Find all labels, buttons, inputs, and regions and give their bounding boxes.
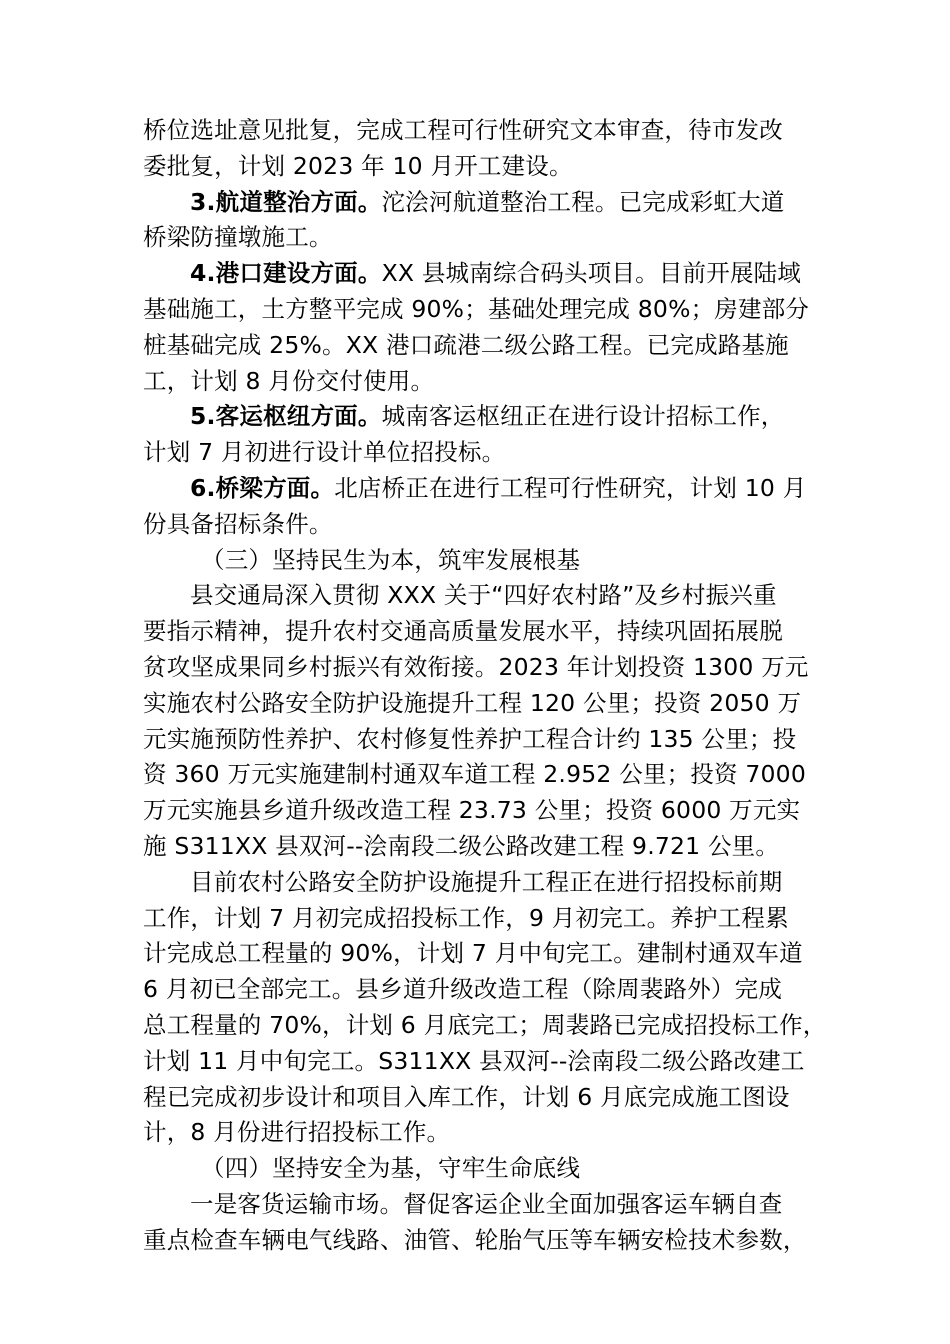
section-heading: 3.航道整治方面。 (190, 187, 382, 216)
document-page (143, 113, 827, 1259)
text-line: 桥位选址意见批复，完成工程可行性研究文本审查，待市发改 (143, 116, 783, 144)
text-line: 县交通局深入贯彻 XXX 关于“四好农村路”及乡村振兴重 (190, 581, 777, 610)
text-line (143, 256, 808, 292)
section-text: XX 县城南综合码头项目。目前开展陆域 (381, 259, 802, 288)
text-line: 目前农村公路安全防护设施提升工程正在进行招投标前期 (190, 867, 783, 896)
text-line: 计完成总工程量的 90%，计划 7 月中旬完工。建制村通双车道 (143, 939, 803, 968)
text-line: 计划 7 月初进行设计单位招投标。 (143, 438, 506, 467)
section-heading: 4.港口建设方面。 (190, 259, 382, 288)
text-line: 要指示精神，提升农村交通高质量发展水平，持续巩固拓展脱 (143, 617, 783, 646)
text-line: 份具备招标条件。 (143, 509, 333, 538)
section-text: 沱浍河航道整治工程。已完成彩虹大道 (381, 187, 785, 216)
text-line: 总工程量的 70%，计划 6 月底完工；周裴路已完成招投标工作， (143, 1010, 827, 1039)
text-line: 元实施预防性养护、农村修复性养护工程合计约 135 公里；投 (143, 724, 797, 753)
section-heading: 6.桥梁方面。 (190, 473, 335, 502)
text-line: 工，计划 8 月份交付使用。 (143, 366, 435, 395)
section-text: 城南客运枢纽正在进行设计招标工作， (381, 402, 785, 431)
text-line: 资 360 万元实施建制村通双车道工程 2.952 公里；投资 7000 (143, 760, 806, 789)
text-line: 万元实施县乡道升级改造工程 23.73 公里；投资 6000 万元实 (143, 796, 801, 825)
text-line (143, 399, 808, 435)
section-text: 北店桥正在进行工程可行性研究，计划 10 月 (334, 473, 807, 502)
text-line: 一是客货运输市场。督促客运企业全面加强客运车辆自查 (190, 1189, 783, 1218)
text-line: 计，8 月份进行招投标工作。 (143, 1118, 451, 1147)
subsection-heading: （三）坚持民生为本，筑牢发展根基 (201, 545, 581, 574)
text-line: 6 月初已全部完工。县乡道升级改造工程（除周裴路外）完成 (143, 975, 783, 1004)
text-line: 施 S311XX 县双河--浍南段二级公路改建工程 9.721 公里。 (143, 831, 780, 860)
text-line: 桩基础完成 25%。XX 港口疏港二级公路工程。已完成路基施 (143, 330, 789, 359)
text-line (143, 185, 808, 221)
section-heading: 5.客运枢纽方面。 (190, 402, 382, 431)
subsection-heading: （四）坚持安全为基，守牢生命底线 (201, 1154, 581, 1183)
text-line: 贫攻坚成果同乡村振兴有效衔接。2023 年计划投资 1300 万元 (143, 652, 809, 681)
text-line: 工作，计划 7 月初完成招投标工作，9 月初完工。养护工程累 (143, 903, 789, 932)
text-line: 委批复，计划 2023 年 10 月开工建设。 (143, 151, 573, 180)
text-line: 重点检查车辆电气线路、油管、轮胎气压等车辆安检技术参数， (143, 1225, 807, 1254)
text-line: 基础施工，土方整平完成 90%；基础处理完成 80%；房建部分 (143, 294, 810, 323)
text-line (143, 471, 808, 507)
text-line: 桥梁防撞墩施工。 (143, 223, 333, 252)
text-line: 计划 11 月中旬完工。S311XX 县双河--浍南段二级公路改建工 (143, 1046, 805, 1075)
text-line: 实施农村公路安全防护设施提升工程 120 公里；投资 2050 万 (143, 688, 802, 717)
text-line: 程已完成初步设计和项目入库工作，计划 6 月底完成施工图设 (143, 1082, 790, 1111)
